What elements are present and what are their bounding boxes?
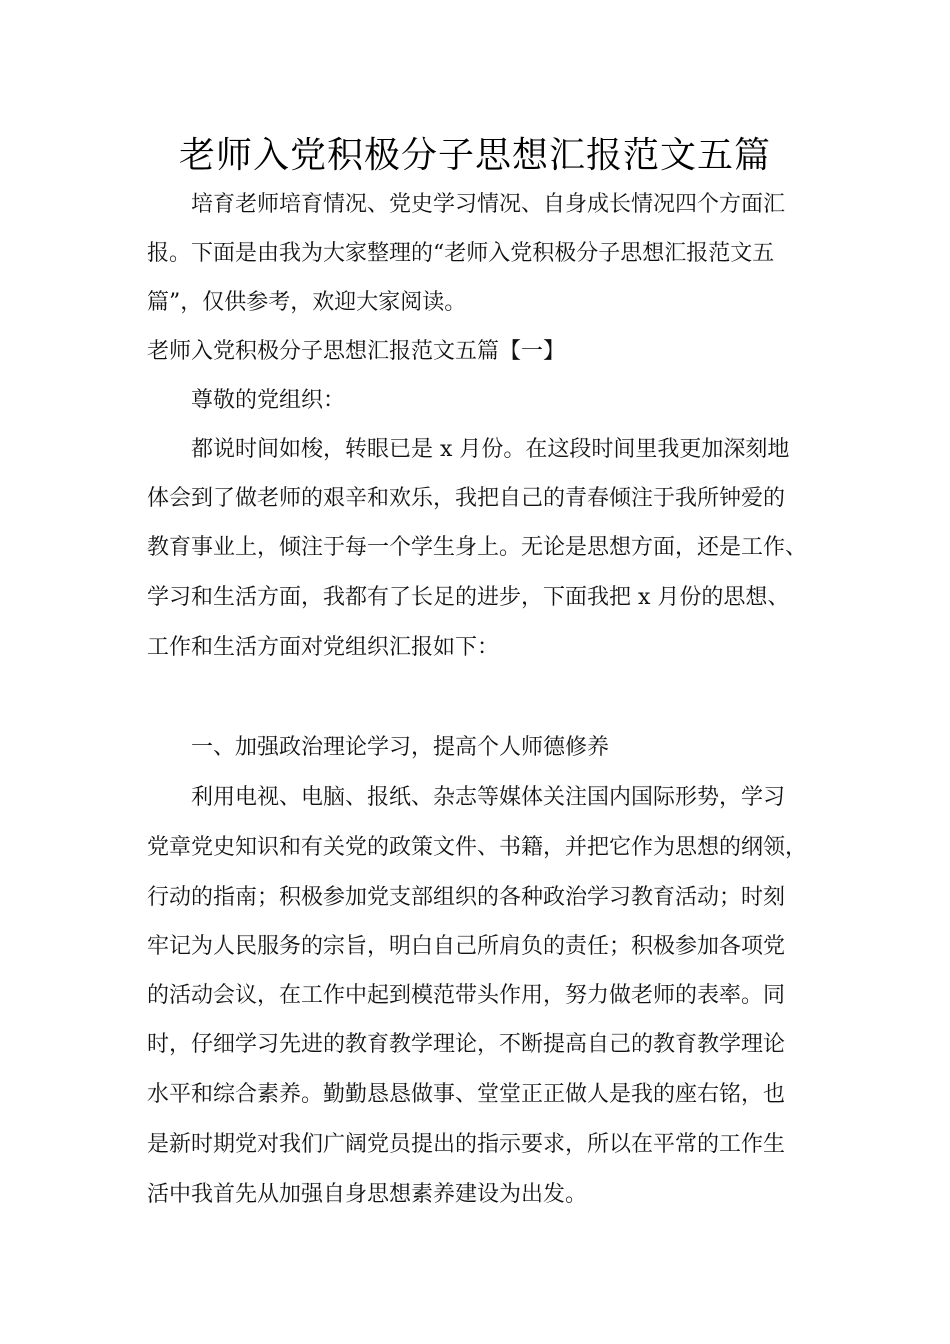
- section-heading: 老师入党积极分子思想汇报范文五篇【一】: [147, 339, 566, 364]
- body-line: 工作和生活方面对党组织汇报如下：: [147, 635, 500, 660]
- body-line: 时，仔细学习先进的教育教学理论，不断提高自己的教育教学理论: [147, 1032, 786, 1057]
- intro-line: 篇”，仅供参考，欢迎大家阅读。: [147, 290, 467, 315]
- body-line: 行动的指南；积极参加党支部组织的各种政治学习教育活动；时刻: [147, 885, 786, 910]
- subheading: 一、加强政治理论学习，提高个人师德修养: [191, 735, 610, 760]
- body-line: 都说时间如梭，转眼已是 x 月份。在这段时间里我更加深刻地: [191, 437, 790, 462]
- body-line: 活中我首先从加强自身思想素养建设为出发。: [147, 1182, 588, 1207]
- body-line: 体会到了做老师的艰辛和欢乐，我把自己的青春倾注于我所钟爱的: [147, 486, 786, 511]
- body-line: 的活动会议，在工作中起到模范带头作用，努力做老师的表率。同: [147, 983, 786, 1008]
- salutation: 尊敬的党组织：: [191, 388, 346, 413]
- document-title: 老师入党积极分子思想汇报范文五篇: [178, 135, 771, 176]
- body-line: 利用电视、电脑、报纸、杂志等媒体关注国内国际形势，学习: [191, 785, 786, 810]
- body-line: 党章党史知识和有关党的政策文件、书籍，并把它作为思想的纲领，: [147, 835, 808, 860]
- intro-line: 培育老师培育情况、党史学习情况、自身成长情况四个方面汇: [191, 192, 786, 217]
- body-line: 教育事业上，倾注于每一个学生身上。无论是思想方面，还是工作、: [147, 535, 808, 560]
- intro-line: 报。下面是由我为大家整理的“老师入党积极分子思想汇报范文五: [147, 241, 775, 266]
- body-line: 学习和生活方面，我都有了长足的进步，下面我把 x 月份的思想、: [147, 585, 790, 610]
- body-line: 水平和综合素养。勤勤恳恳做事、堂堂正正做人是我的座右铭，也: [147, 1082, 786, 1107]
- body-line: 是新时期党对我们广阔党员提出的指示要求，所以在平常的工作生: [147, 1132, 786, 1157]
- body-line: 牢记为人民服务的宗旨，明白自己所肩负的责任；积极参加各项党: [147, 934, 786, 959]
